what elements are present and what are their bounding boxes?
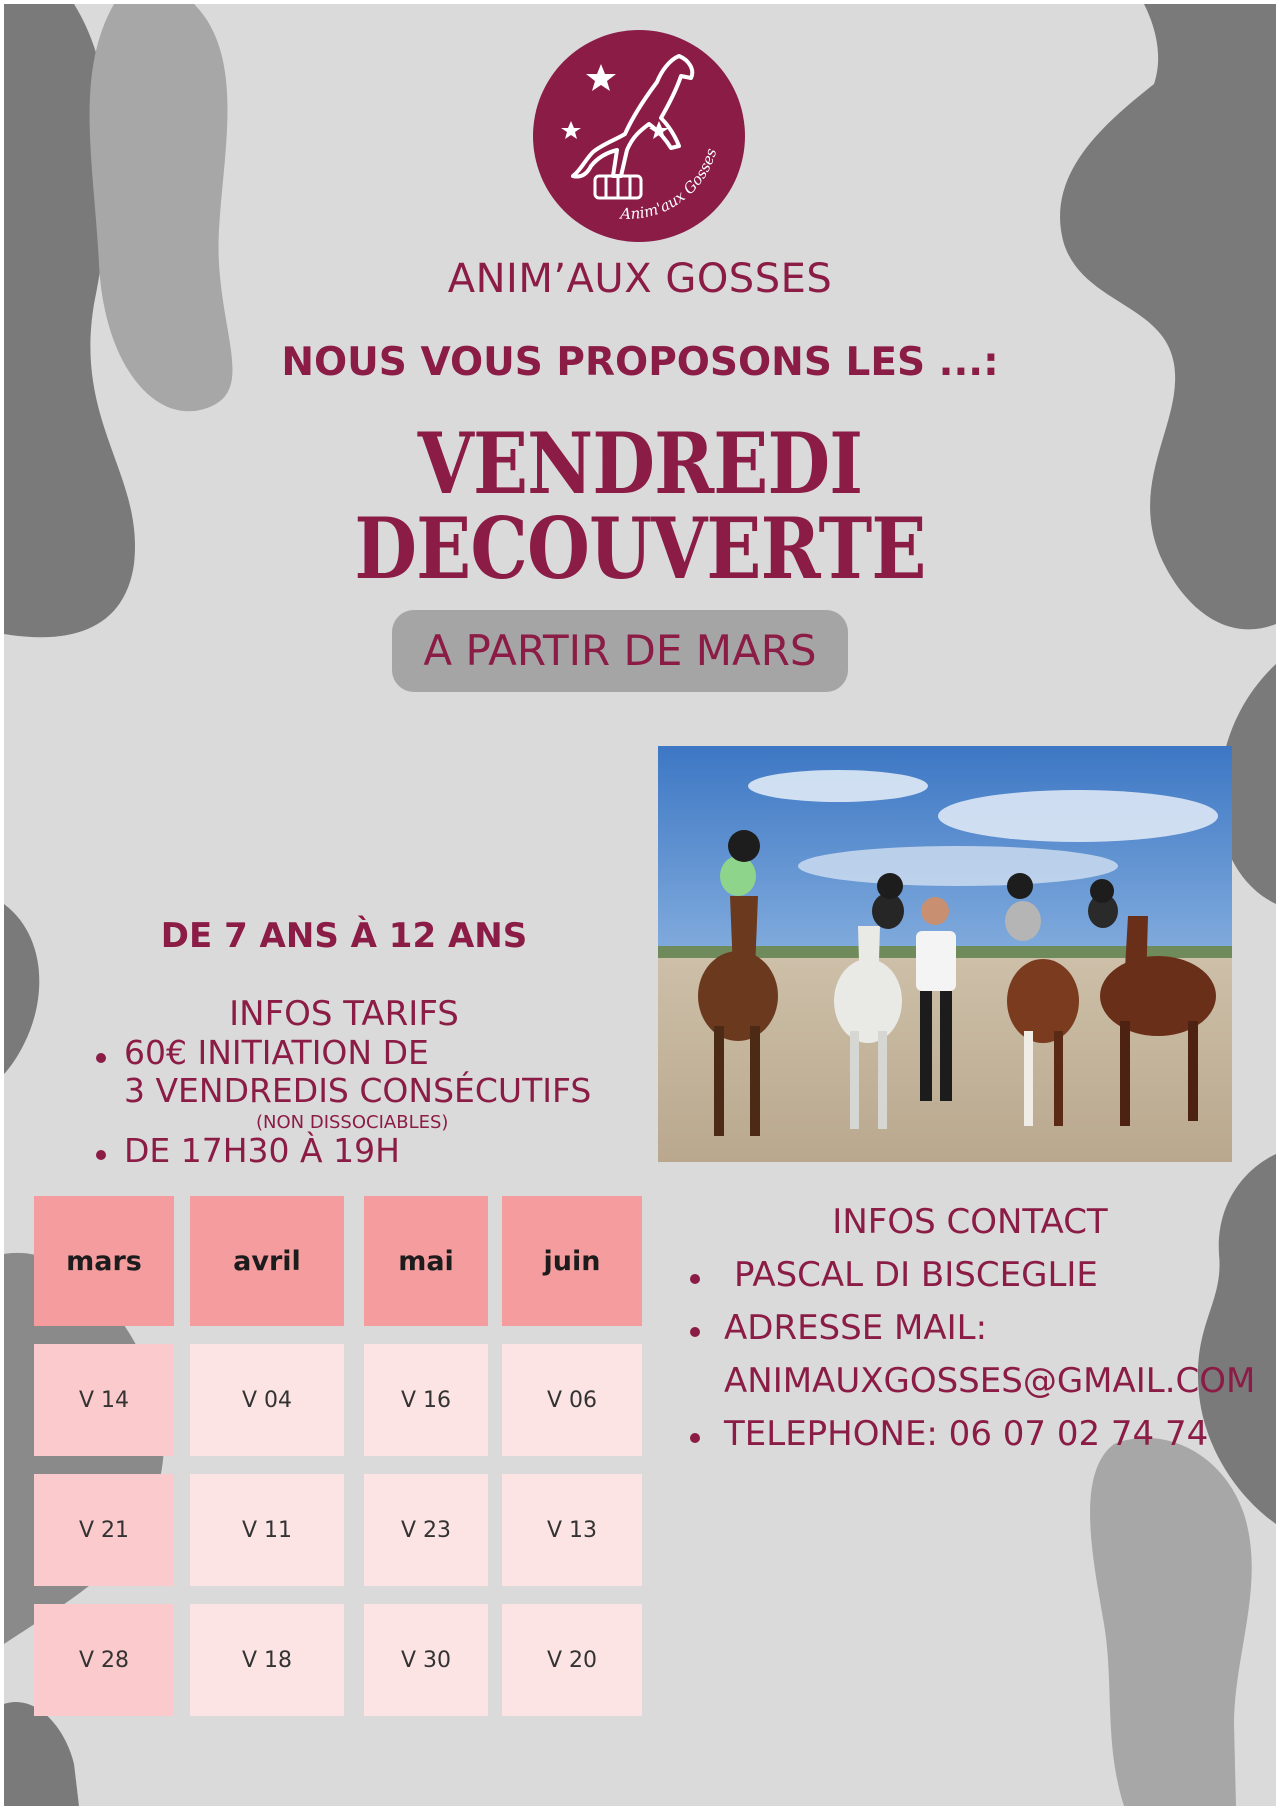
- intro-heading: NOUS VOUS PROPOSONS LES ...:: [281, 340, 999, 385]
- date-cell: V 23: [364, 1474, 488, 1586]
- tarif-price-line2: 3 VENDREDIS CONSÉCUTIFS: [124, 1071, 592, 1110]
- contact-mail[interactable]: ANIMAUXGOSSES@GMAIL.COM: [724, 1361, 1256, 1401]
- bullet-icon: [690, 1327, 700, 1337]
- horse-logo-icon: [529, 26, 749, 246]
- contact-mail-label: ADRESSE MAIL:: [724, 1308, 988, 1348]
- start-badge-text: A PARTIR DE MARS: [423, 626, 817, 675]
- date-cell: V 11: [190, 1474, 344, 1586]
- date-cell: V 13: [502, 1474, 642, 1586]
- date-cell: V 04: [190, 1344, 344, 1456]
- date-cell: V 28: [34, 1604, 174, 1716]
- riders-photo: [658, 746, 1232, 1162]
- tarifs-title: INFOS TARIFS: [229, 994, 459, 1034]
- logo-text: Anim'aux Gosses: [619, 146, 721, 223]
- month-header-mai: mai: [364, 1196, 488, 1326]
- date-cell: V 20: [502, 1604, 642, 1716]
- bullet-icon: [96, 1150, 106, 1160]
- bullet-icon: [690, 1274, 700, 1284]
- date-cell: V 14: [34, 1344, 174, 1456]
- bullet-icon: [690, 1433, 700, 1443]
- date-cell: V 30: [364, 1604, 488, 1716]
- tarif-price-line1: 60€ INITIATION DE: [124, 1033, 429, 1072]
- tarif-hours: DE 17H30 À 19H: [124, 1131, 400, 1170]
- brand-name: ANIM’AUX GOSSES: [447, 256, 833, 302]
- month-header-juin: juin: [502, 1196, 642, 1326]
- date-cell: V 16: [364, 1344, 488, 1456]
- main-title-line2: DECOUVERTE: [354, 499, 926, 598]
- main-title-line1: VENDREDI: [417, 414, 863, 513]
- tarif-note: (NON DISSOCIABLES): [256, 1112, 449, 1133]
- date-cell: V 18: [190, 1604, 344, 1716]
- contact-name: PASCAL DI BISCEGLIE: [734, 1255, 1098, 1295]
- bullet-icon: [96, 1053, 106, 1063]
- date-cell: V 06: [502, 1344, 642, 1456]
- month-header-mars: mars: [34, 1196, 174, 1326]
- age-range: DE 7 ANS À 12 ANS: [160, 916, 528, 956]
- contact-phone[interactable]: TELEPHONE: 06 07 02 74 74: [724, 1414, 1209, 1454]
- contact-title: INFOS CONTACT: [832, 1202, 1108, 1242]
- date-cell: V 21: [34, 1474, 174, 1586]
- month-header-avril: avril: [190, 1196, 344, 1326]
- poster: [4, 4, 1276, 1806]
